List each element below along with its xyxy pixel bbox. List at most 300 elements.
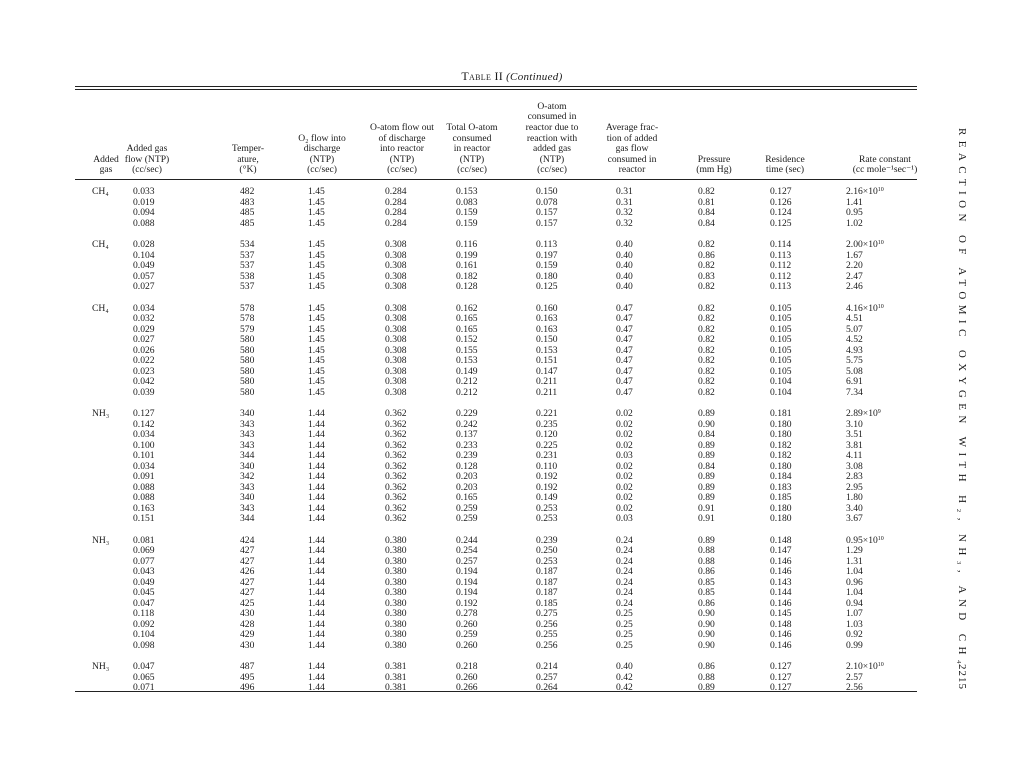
cell-value: 1.44 [308,534,325,546]
cell-fraction-consumed [616,219,633,230]
cell-value: 0.092 [133,618,155,630]
header-line: (°K) [239,164,257,176]
cell-value: 0.160 [536,302,558,314]
cell-value: 0.244 [456,534,478,546]
cell-value: 580 [240,334,255,345]
cell-rate-constant [846,388,863,399]
cell-value: 343 [240,481,255,493]
cell-value: 0.104 [133,629,155,640]
cell-gas-flow [133,219,155,230]
cell-fraction-consumed [616,282,633,293]
cell-o2-flow [308,388,325,399]
cell-value: 0.47 [616,313,633,324]
cell-value: 0.255 [536,629,558,640]
cell-value: 0.308 [385,249,407,261]
cell-temperature [240,282,254,293]
cell-value: 426 [240,566,255,577]
cell-value: 0.82 [698,344,715,356]
cell-value: 430 [240,639,255,651]
cell-value: 1.44 [308,545,325,556]
cell-value: 425 [240,597,255,609]
added-gas-label: CH₄ [92,302,109,314]
top-rule-inner [75,89,917,90]
cell-value: 0.113 [770,249,792,261]
cell-temperature [240,388,254,399]
cell-value: 1.45 [308,196,325,208]
cell-residence-time [770,514,792,525]
cell-value: 0.362 [385,408,407,419]
cell-value: 0.214 [536,661,558,672]
cell-value: 0.256 [536,639,558,651]
cell-value: 0.381 [385,661,407,672]
header-line: gas flow [615,143,649,155]
cell-value: 4.52 [846,334,863,345]
row-group [0,187,1024,229]
cell-value: 428 [240,618,255,630]
cell-value: 0.32 [616,217,633,229]
cell-value: 2.10×10 [846,661,878,672]
cell-pressure [698,514,715,525]
cell-value: 0.03 [616,513,633,524]
cell-o-atom-flow-out [385,282,407,293]
header-line: consumed [452,132,492,144]
cell-value: 0.260 [456,618,478,630]
cell-value: 0.47 [616,334,633,345]
header-line: of discharge [378,132,426,144]
exponent: 10 [877,535,884,542]
header-line: Total O-atom [446,122,498,134]
cell-value: 1.45 [308,302,325,314]
cell-value: 0.153 [456,186,478,197]
cell-total-o-atom-consumed [456,388,478,399]
cell-value: 0.24 [616,576,633,588]
cell-value: 0.308 [385,344,407,356]
cell-value: 0.380 [385,639,407,651]
cell-value: 0.02 [616,418,633,430]
cell-value: 0.127 [770,186,792,197]
header-gas-flow [107,96,187,176]
cell-value: 0.028 [133,239,155,250]
cell-value: 534 [240,239,255,250]
cell-value: 0.192 [456,597,478,609]
table-row [0,683,1024,694]
cell-value: 0.180 [536,270,558,282]
cell-o-atom-flow-out [385,514,407,525]
cell-o2-flow [308,683,325,694]
header-line: Rate constant [859,153,911,165]
cell-value: 0.039 [133,386,155,398]
cell-value: 1.44 [308,608,325,619]
cell-value: 0.150 [536,334,558,345]
cell-value: 0.194 [456,576,478,588]
cell-value: 2.00×10 [846,239,878,250]
cell-value: 343 [240,418,255,430]
cell-fraction-consumed [616,683,633,694]
cell-value: 0.077 [133,555,155,567]
cell-value: 0.02 [616,460,633,472]
cell-value: 0.071 [133,682,155,693]
cell-value: 0.184 [770,471,792,482]
added-gas-label: NH₃ [92,408,110,419]
cell-value: 0.105 [770,302,792,314]
cell-value: 0.049 [133,576,155,588]
cell-value: 0.182 [770,439,792,451]
cell-value: 0.105 [770,344,792,356]
cell-value: 0.127 [133,408,155,419]
cell-value: 0.308 [385,281,407,292]
cell-value: 0.381 [385,682,407,693]
cell-gas-flow [133,683,155,694]
cell-value: 0.380 [385,566,407,577]
cell-value: 578 [240,302,255,314]
cell-value: 0.24 [616,587,633,598]
header-line: reactor due to [525,122,579,134]
cell-residence-time [770,388,792,399]
header-line: (cc/sec) [537,164,567,176]
cell-value: 0.308 [385,365,407,377]
cell-value: 485 [240,207,255,218]
cell-total-o-atom-consumed [456,641,478,652]
cell-value: 0.100 [133,439,155,451]
cell-value: 0.25 [616,629,633,640]
cell-value: 7.34 [846,386,863,398]
cell-value: 1.44 [308,576,325,588]
cell-value: 0.362 [385,513,407,524]
cell-pressure [698,388,715,399]
cell-value: 0.043 [133,566,155,577]
cell-value: 0.380 [385,608,407,619]
cell-value: 3.10 [846,418,863,430]
table-row [0,282,1024,293]
cell-value: 0.24 [616,555,633,567]
cell-value: 0.104 [133,249,155,261]
cell-value: 0.185 [770,492,792,503]
cell-value: 427 [240,576,255,588]
cell-value: 1.45 [308,270,325,282]
cell-value: 0.42 [616,682,633,693]
cell-value: 0.362 [385,481,407,493]
cell-o2-flow [308,219,325,230]
cell-value: 1.44 [308,418,325,430]
cell-value: 0.029 [133,323,155,335]
cell-value: 0.264 [536,682,558,693]
cell-value: 538 [240,270,255,282]
cell-value: 0.266 [456,682,478,693]
header-rate-constant [830,96,940,176]
header-line: (NTP) [539,153,565,165]
cell-value: 0.120 [536,429,558,440]
cell-fraction-consumed [616,514,633,525]
cell-value: 0.026 [133,344,155,356]
cell-pressure [698,219,715,230]
cell-value: 1.44 [308,492,325,503]
cell-value: 0.89 [698,682,715,693]
cell-value: 0.127 [770,671,792,683]
cell-value: 580 [240,355,255,366]
cell-value: 343 [240,502,255,514]
cell-value: 1.45 [308,281,325,292]
cell-fraction-consumed [616,641,633,652]
cell-value: 0.155 [456,344,478,356]
cell-value: 0.163 [536,313,558,324]
cell-value: 0.165 [456,323,478,335]
cell-value: 1.45 [308,344,325,356]
cell-value: 0.105 [770,334,792,345]
header-line: Added gas [126,143,168,155]
cell-value: 0.165 [456,313,478,324]
cell-value: 0.25 [616,608,633,619]
cell-value: 0.047 [133,661,155,672]
cell-value: 0.110 [536,460,558,472]
cell-value: 0.94 [846,597,863,609]
cell-value: 0.47 [616,376,633,387]
cell-value: 0.126 [770,196,792,208]
cell-value: 0.02 [616,492,633,503]
header-residence-time [753,96,817,176]
cell-value: 1.44 [308,450,325,461]
cell-value: 0.25 [616,639,633,651]
page-number: 2215 [956,664,968,690]
cell-value: 0.92 [846,629,863,640]
cell-value: 537 [240,249,255,261]
header-line: Added [93,153,119,165]
cell-value: 0.147 [536,365,558,377]
cell-value: 0.362 [385,418,407,430]
cell-value: 0.088 [133,492,155,503]
cell-value: 4.93 [846,344,863,356]
cell-value: 1.03 [846,618,863,630]
cell-gas-flow [133,514,155,525]
header-line: gas [99,164,113,176]
cell-value: 0.84 [698,207,715,218]
cell-rate-constant [846,683,863,694]
header-line: (cc/sec) [307,164,337,176]
cell-temperature [240,219,254,230]
cell-value: 0.90 [698,608,715,619]
cell-value: 0.183 [770,481,792,493]
cell-value: 0.85 [698,576,715,588]
cell-value: 0.95 [846,207,863,218]
cell-value: 0.308 [385,270,407,282]
cell-value: 0.233 [456,439,478,451]
header-line: O₂ flow into [298,132,346,144]
cell-value: 0.308 [385,376,407,387]
cell-value: 578 [240,313,255,324]
cell-value: 0.211 [536,386,558,398]
cell-value: 0.95×10 [846,534,878,546]
cell-temperature [240,683,254,694]
cell-value: 0.187 [536,576,558,588]
cell-value: 1.45 [308,386,325,398]
cell-value: 0.180 [770,502,792,514]
cell-value: 2.57 [846,671,863,683]
cell-value: 0.239 [536,534,558,546]
cell-value: 0.91 [698,502,715,514]
cell-value: 0.256 [536,618,558,630]
cell-value: 0.02 [616,481,633,493]
cell-value: 1.44 [308,471,325,482]
cell-value: 0.146 [770,566,792,577]
cell-value: 0.034 [133,302,155,314]
cell-value: 0.380 [385,629,407,640]
cell-value: 0.284 [385,207,407,218]
cell-value: 0.218 [456,661,478,672]
cell-value: 0.89 [698,492,715,503]
cell-value: 0.027 [133,281,155,292]
cell-value: 0.182 [456,270,478,282]
cell-value: 0.31 [616,186,633,197]
cell-value: 0.022 [133,355,155,366]
cell-value: 0.105 [770,323,792,335]
cell-value: 0.88 [698,555,715,567]
cell-value: 0.101 [133,450,155,461]
cell-value: 0.31 [616,196,633,208]
header-line: (cc mole⁻¹sec⁻¹) [852,164,918,176]
cell-value: 340 [240,460,255,472]
running-head: REACTION OF ATOMIC OXYGEN WITH H₂, NH₃, AND CH₄ [956,128,968,670]
cell-value: 0.40 [616,239,633,250]
cell-value: 1.45 [308,313,325,324]
cell-value: 0.284 [385,217,407,229]
cell-value: 0.82 [698,281,715,292]
cell-value: 0.88 [698,671,715,683]
cell-value: 0.40 [616,661,633,672]
cell-value: 4.51 [846,313,863,324]
cell-value: 1.45 [308,365,325,377]
cell-value: 0.47 [616,386,633,398]
cell-value: 580 [240,386,255,398]
caption-note: (Continued) [506,71,563,83]
cell-value: 0.308 [385,323,407,335]
header-line: Pressure [697,153,731,165]
cell-value: 340 [240,408,255,419]
cell-value: 0.143 [770,576,792,588]
cell-value: 0.023 [133,365,155,377]
cell-value: 0.82 [698,355,715,366]
cell-value: 0.90 [698,618,715,630]
header-line: O-atom [537,100,567,112]
cell-residence-time [770,641,792,652]
top-rule [75,86,917,87]
cell-value: 1.44 [308,481,325,493]
cell-value: 0.112 [770,260,792,271]
cell-value: 0.25 [616,618,633,630]
cell-value: 0.89 [698,471,715,482]
cell-value: 0.125 [536,281,558,292]
cell-value: 0.047 [133,597,155,609]
cell-value: 0.362 [385,429,407,440]
cell-value: 0.105 [770,365,792,377]
cell-value: 429 [240,629,255,640]
cell-value: 0.078 [536,196,558,208]
cell-value: 0.91 [698,513,715,524]
cell-residence-time [770,219,792,230]
cell-value: 0.260 [456,671,478,683]
cell-value: 0.105 [770,355,792,366]
header-rule [75,179,917,180]
added-gas-label: NH₃ [92,661,110,672]
cell-value: 0.381 [385,671,407,683]
cell-value: 0.82 [698,386,715,398]
cell-value: 0.033 [133,186,155,197]
cell-value: 1.44 [308,513,325,524]
header-line: Average frac- [605,122,659,134]
cell-value: 0.088 [133,217,155,229]
cell-value: 0.02 [616,439,633,451]
cell-value: 2.95 [846,481,863,493]
header-line: discharge [303,143,341,155]
cell-gas-flow [133,282,155,293]
cell-value: 0.86 [698,597,715,609]
cell-value: 4.11 [846,450,863,461]
cell-value: 424 [240,534,255,546]
cell-value: 0.362 [385,460,407,472]
cell-o-atom-consumed-reaction [536,683,558,694]
cell-value: 0.253 [536,513,558,524]
cell-value: 0.187 [536,587,558,598]
cell-value: 0.182 [770,450,792,461]
cell-value: 0.161 [456,260,478,271]
cell-value: 0.144 [770,587,792,598]
header-line: reaction with [526,132,578,144]
cell-o-atom-flow-out [385,388,407,399]
cell-value: 0.192 [536,481,558,493]
cell-value: 0.82 [698,302,715,314]
cell-value: 1.44 [308,429,325,440]
cell-value: 580 [240,365,255,377]
cell-value: 0.157 [536,207,558,218]
cell-o2-flow [308,282,325,293]
added-gas-label: CH₄ [92,239,109,250]
cell-value: 0.113 [536,239,558,250]
cell-value: 0.113 [770,281,792,292]
cell-pressure [698,282,715,293]
cell-temperature [240,514,254,525]
cell-value: 0.47 [616,302,633,314]
cell-value: 0.105 [770,313,792,324]
header-line: added gas [532,143,572,155]
header-line: in reactor [453,143,491,155]
cell-value: 0.142 [133,418,155,430]
cell-value: 0.02 [616,471,633,482]
cell-value: 1.44 [308,629,325,640]
cell-total-o-atom-consumed [456,514,478,525]
cell-value: 487 [240,661,255,672]
cell-value: 0.180 [770,418,792,430]
cell-value: 2.56 [846,682,863,693]
cell-value: 0.091 [133,471,155,482]
header-line: consumed in [527,111,577,123]
cell-value: 0.112 [770,270,792,282]
cell-value: 0.253 [536,555,558,567]
cell-value: 0.165 [456,492,478,503]
header-line: tion of added [606,132,658,144]
cell-value: 0.127 [770,661,792,672]
cell-value: 0.042 [133,376,155,387]
cell-value: 0.308 [385,313,407,324]
cell-value: 0.153 [456,355,478,366]
cell-value: 0.163 [536,323,558,335]
cell-value: 0.019 [133,196,155,208]
cell-value: 1.45 [308,239,325,250]
cell-value: 1.44 [308,408,325,419]
cell-value: 0.192 [536,471,558,482]
cell-value: 5.75 [846,355,863,366]
cell-value: 0.094 [133,207,155,218]
cell-value: 0.104 [770,376,792,387]
cell-value: 0.278 [456,608,478,619]
header-o-atom-flow-out [356,96,448,176]
